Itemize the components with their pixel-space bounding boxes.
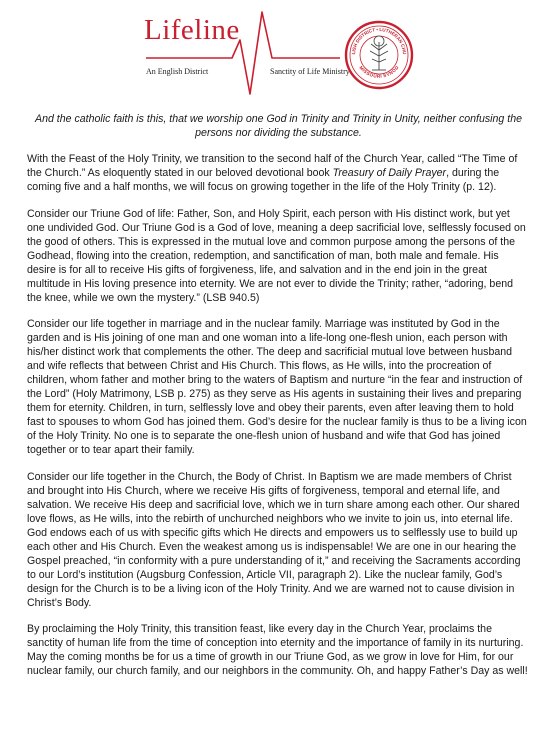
district-seal-icon [344, 20, 414, 90]
logo-title: Lifeline [144, 14, 240, 46]
svg-text:MISSOURI SYNOD: MISSOURI SYNOD [358, 65, 400, 79]
ministry-label: Sanctity of Life Ministry [270, 67, 350, 76]
district-label: An English District [146, 67, 209, 76]
svg-text:ENGLISH DISTRICT • LUTHERAN CH: LISH DISTRICT • LUTHERAN CHU [350, 26, 408, 55]
paragraph-church-body: Consider our life together in the Church, the Body of Christ. In Baptism we are made members of Christ and brought into His Church, where we receive His gifts of forgiveness, temporal and eternal life, and salvation. We receive His deep and sacrificial love, which we in turn share among each other. Our shared love flows, as He wills, into the rebirth of unchurched neighbors who we invite to join us, into eternal life. God endows each of us with specific gifts which He directs and empowers us to selflessly use to build up each other and His Church. Even the weakest among us is indispensable! We are one in our hearing the Gospel preached, “in conformity with a pure understanding of it,” and receiving the Sacraments according to our Lord’s institution (Augsburg Confession, Article VII, paragraph 2). Like the nuclear family, God’s design for the Church is to be a living icon of the Holy Trinity. And we are warned not to cause division in Christ’s Body. [27, 470, 521, 609]
paragraph-trinity-intro: With the Feast of the Holy Trinity, we transition to the second half of the Church Year, called “The Time of the Church.” As eloquently stated in our beloved devotional book Treasury of Daily Prayer, during the coming five and a half months, we will focus on growing together in the life of the Holy Trinity (p. 12). [27, 153, 518, 193]
paragraph-closing: By proclaiming the Holy Trinity, this transition feast, like every day in the Church Year, proclaims the sanctity of human life from the time of conception into eternity and the importance of family in its nurturing. May the coming months be for us a time of growth in our Triune God, as we grow in love for Him, for our nuclear family, our church family, and our neighbors in the community. Oh, and happy Father’s Day as well! [27, 623, 528, 677]
intro-quote: And the catholic faith is this, that we worship one God in Trinity and Trinity in Unity, neither confusing the persons nor dividing the substance. [35, 113, 522, 139]
paragraph-marriage-family: Consider our life together in marriage and in the nuclear family. Marriage was instituted by God in the garden and is His joining of one man and one woman into a life-long one-flesh union, each person with his/her distinct work that complements the other. The deep and sacrificial mutual love between husband and wife reflects that between Christ and His Church. This flows, as He wills, into the procreation of children, whom father and mother bring to the waters of Baptism and nurture “in the fear and instruction of the Lord” (Holy Matrimony, LSB p. 275) as they serve as His agents in sustaining their lives and preparing them for eternity. Children, in turn, selflessly love and obey their parents, even after leaving them to hold fast to spouses to whom God has joined them. God’s desire for the nuclear family is thus to be a living icon of the Holy Trinity. No one is to separate the one-flesh union of husband and wife that God has joined together or to tear apart their family. [27, 318, 527, 456]
article-body [27, 112, 530, 691]
heartbeat-line-icon [0, 0, 552, 100]
paragraph-triune-god: Consider our Triune God of life: Father, Son, and Holy Spirit, each person with His distinct work, but yet one undivided God. Our Triune God is a God of love, meaning a deep sacrificial love, selflessly focused on the good of others. This is expressed in the mutual love and common purpose among the persons of the Godhead, flowing into the creation, redemption, and sanctification of man, both male and female. His desire is for all to receive His gifts of forgiveness, life, and salvation and in the end join in the great multitude in His loving presence into eternity. We are not ever to divide the Trinity; rather, “adoring, bend the knee, while we own the mystery.” (LSB 940.5) [27, 207, 526, 304]
book-title: Treasury of Daily Prayer [332, 167, 447, 179]
masthead [0, 0, 552, 100]
